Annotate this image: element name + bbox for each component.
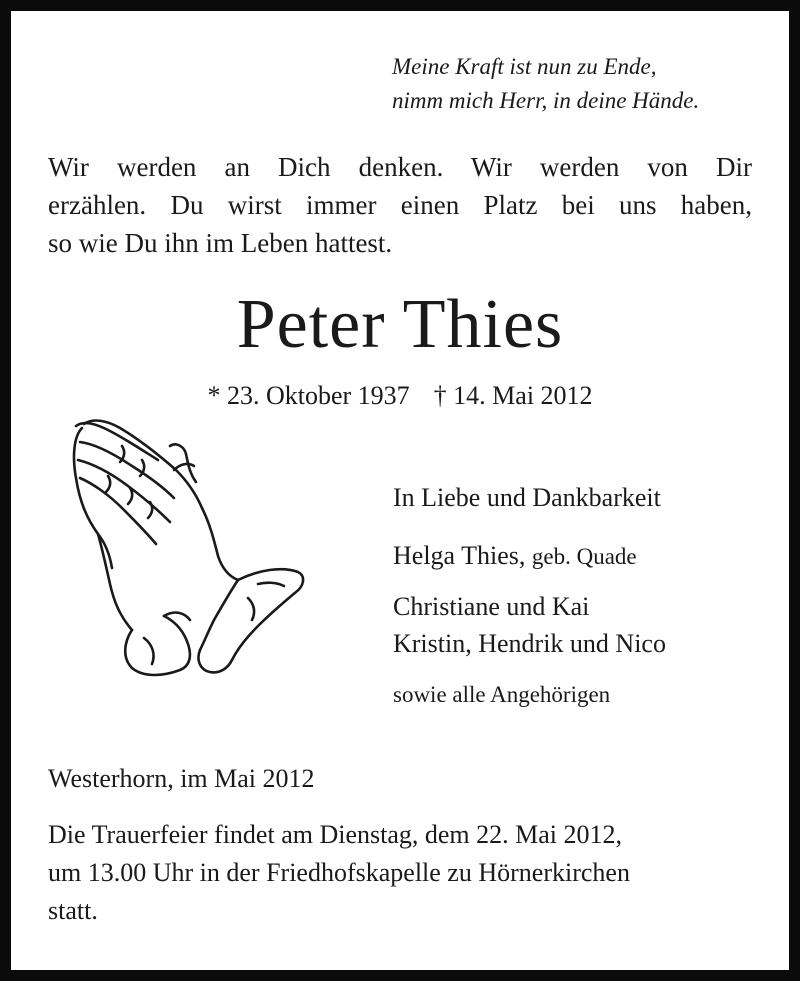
death-date: † 14. Mai 2012: [433, 381, 593, 410]
place-date: Westerhorn, im Mai 2012: [48, 764, 315, 793]
intro-line-2: erzählen. Du wirst immer einen Platz bei uns haben,: [48, 190, 752, 220]
life-dates: [0, 378, 800, 414]
family-others-text: sowie alle Angehörigen: [393, 682, 611, 707]
service-notice: [48, 816, 748, 930]
family-line-2: Kristin, Hendrik und Nico: [393, 629, 666, 658]
spouse-line: [393, 538, 637, 575]
praying-hands-icon: [62, 416, 310, 678]
service-line-2: um 13.00 Uhr in der Friedhofskapelle zu Hörnerkirchen: [48, 858, 630, 887]
service-line-1: Die Trauerfeier findet am Dienstag, dem 22. Mai 2012,: [48, 820, 623, 849]
intro-line-3: so wie Du ihn im Leben hattest.: [48, 228, 393, 258]
family-intro: In Liebe und Dankbarkeit: [393, 483, 661, 512]
family-line-1: Christiane und Kai: [393, 592, 590, 621]
motto-line-2: nimm mich Herr, in deine Hände.: [392, 88, 700, 113]
family-others: [393, 676, 610, 713]
intro-text: [48, 148, 752, 262]
service-line-3: statt.: [48, 896, 98, 925]
birth-date: * 23. Oktober 1937: [207, 381, 410, 410]
deceased-name: Peter Thies: [236, 286, 564, 363]
motto-verse: [392, 50, 699, 118]
motto-line-1: Meine Kraft ist nun zu Ende,: [392, 54, 657, 79]
intro-line-1: Wir werden an Dich denken. Wir werden von Dir: [48, 152, 752, 182]
spouse-name: Helga Thies,: [393, 541, 526, 570]
spouse-maiden-name: geb. Quade: [531, 544, 637, 569]
